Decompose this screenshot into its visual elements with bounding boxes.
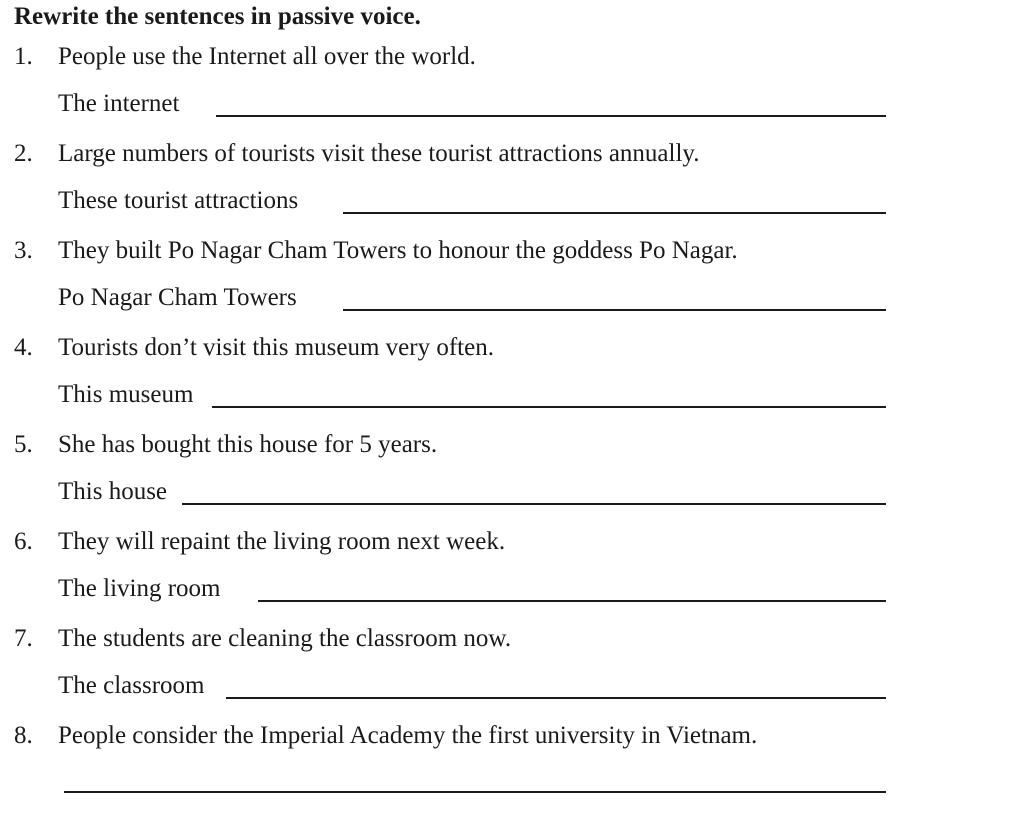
source-sentence: They built Po Nagar Cham Towers to honour the goddess Po Nagar.	[58, 237, 738, 264]
answer-prompt: This museum	[58, 381, 194, 408]
answer-row	[58, 671, 886, 701]
exercise-item-6	[0, 527, 1024, 624]
source-sentence: The students are cleaning the classroom now.	[58, 625, 512, 652]
source-sentence: They will repaint the living room next week.	[58, 528, 506, 555]
answer-prompt: These tourist attractions	[58, 187, 299, 214]
item-number: 1.	[14, 43, 33, 70]
answer-blank-line[interactable]	[182, 503, 886, 505]
exercise-item-5	[0, 430, 1024, 527]
worksheet-title: Rewrite the sentences in passive voice.	[14, 3, 421, 30]
answer-blank-line[interactable]	[212, 406, 886, 408]
item-number: 6.	[14, 528, 33, 555]
source-sentence: Tourists don’t visit this museum very often.	[58, 334, 494, 361]
answer-prompt: The classroom	[58, 672, 205, 699]
exercise-item-1	[0, 42, 1024, 139]
exercise-item-7	[0, 624, 1024, 721]
answer-blank-line[interactable]	[216, 115, 886, 117]
answer-blank-line[interactable]	[64, 791, 886, 793]
answer-row	[58, 765, 886, 795]
source-sentence: People use the Internet all over the world.	[58, 43, 476, 70]
item-number: 3.	[14, 237, 33, 264]
answer-prompt: This house	[58, 478, 168, 505]
exercise-item-3	[0, 236, 1024, 333]
answer-blank-line[interactable]	[226, 697, 886, 699]
answer-row	[58, 380, 886, 410]
exercise-item-4	[0, 333, 1024, 430]
answer-blank-line[interactable]	[343, 309, 886, 311]
answer-row	[58, 186, 886, 216]
answer-prompt: The living room	[58, 575, 221, 602]
answer-row	[58, 89, 886, 119]
answer-row	[58, 477, 886, 507]
answer-row	[58, 574, 886, 604]
exercise-item-8	[0, 721, 1024, 818]
answer-prompt: Po Nagar Cham Towers	[58, 284, 297, 311]
source-sentence: People consider the Imperial Academy the first university in Vietnam.	[58, 722, 758, 749]
answer-prompt: The internet	[58, 90, 180, 117]
answer-row	[58, 283, 886, 313]
source-sentence: She has bought this house for 5 years.	[58, 431, 438, 458]
source-sentence: Large numbers of tourists visit these tourist attractions annually.	[58, 140, 700, 167]
item-number: 2.	[14, 140, 33, 167]
item-number: 5.	[14, 431, 33, 458]
item-number: 7.	[14, 625, 33, 652]
item-number: 8.	[14, 722, 33, 749]
answer-blank-line[interactable]	[343, 212, 886, 214]
item-number: 4.	[14, 334, 33, 361]
exercise-item-2	[0, 139, 1024, 236]
answer-blank-line[interactable]	[258, 600, 886, 602]
